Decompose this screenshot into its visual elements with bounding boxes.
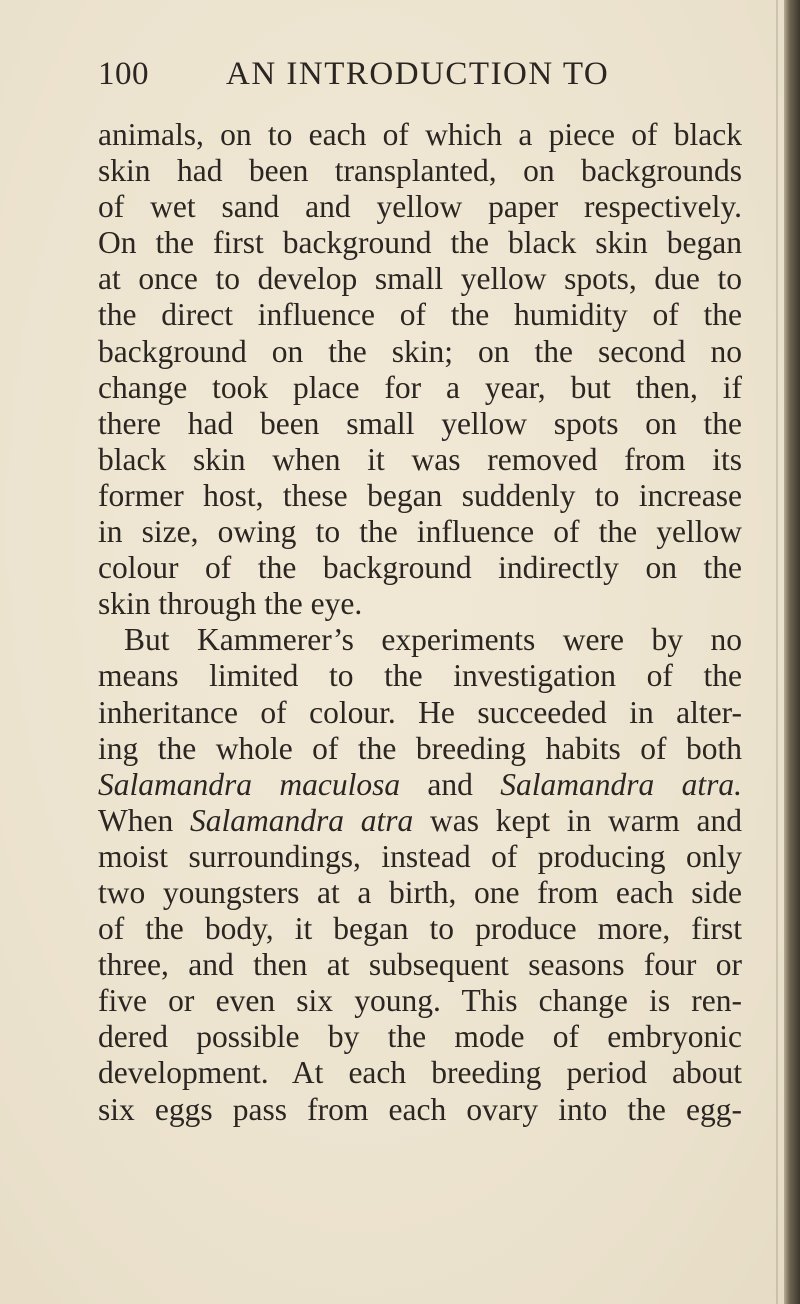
- text-line: ing the whole of the breeding habits of both: [98, 730, 742, 766]
- text-line: dered possible by the mode of embryonic: [98, 1019, 742, 1055]
- page-number: 100: [98, 56, 149, 92]
- text-line-italic-species: When Salamandra atra was kept in warm and: [98, 802, 742, 838]
- text-line: of the body, it began to produce more, first: [98, 911, 742, 947]
- text-line: there had been small yellow spots on the: [98, 405, 742, 441]
- text-line: five or even six young. This change is ren-: [98, 983, 742, 1019]
- text-line: former host, these began suddenly to increase: [98, 477, 742, 513]
- text-line: of wet sand and yellow paper respectively.: [98, 189, 742, 225]
- text-line: three, and then at subsequent seasons four or: [98, 947, 742, 983]
- text-line: moist surroundings, instead of producing only: [98, 838, 742, 874]
- species-name: Salamandra atra.: [500, 766, 742, 802]
- text-line: animals, on to each of which a piece of black: [98, 117, 742, 152]
- text-line: background on the skin; on the second no: [98, 333, 742, 369]
- text-line: inheritance of colour. He succeeded in alter-: [98, 694, 742, 730]
- text-line: black skin when it was removed from its: [98, 441, 742, 477]
- page-header: [98, 56, 738, 102]
- text-line: On the first background the black skin began: [98, 225, 742, 261]
- text-line: But Kammerer’s experiments were by no: [124, 622, 742, 658]
- text-line: at once to develop small yellow spots, due to: [98, 261, 742, 297]
- text-line: six eggs pass from each ovary into the egg-: [98, 1091, 742, 1127]
- text-line: change took place for a year, but then, if: [98, 369, 742, 405]
- text-line: colour of the background indirectly on the: [98, 550, 742, 586]
- text-line: two youngsters at a birth, one from each side: [98, 874, 742, 910]
- text-line: skin through the eye.: [98, 586, 363, 622]
- text-line-italic-species: Salamandra maculosa and Salamandra atra.: [98, 766, 742, 802]
- text-line: means limited to the investigation of the: [98, 658, 742, 694]
- body-text: [98, 117, 742, 1128]
- text-line: development. At each breeding period about: [98, 1055, 742, 1091]
- page-edge-shadow: [776, 0, 778, 1304]
- text-line: the direct influence of the humidity of the: [98, 297, 742, 333]
- species-name: Salamandra atra: [189, 802, 414, 838]
- species-name: Salamandra maculosa: [98, 766, 401, 802]
- text-line: in size, owing to the influence of the yellow: [98, 514, 742, 550]
- running-head: AN INTRODUCTION TO: [226, 56, 610, 92]
- text-line: skin had been transplanted, on backgrounds: [98, 153, 742, 189]
- book-binding-edge: [784, 0, 800, 1304]
